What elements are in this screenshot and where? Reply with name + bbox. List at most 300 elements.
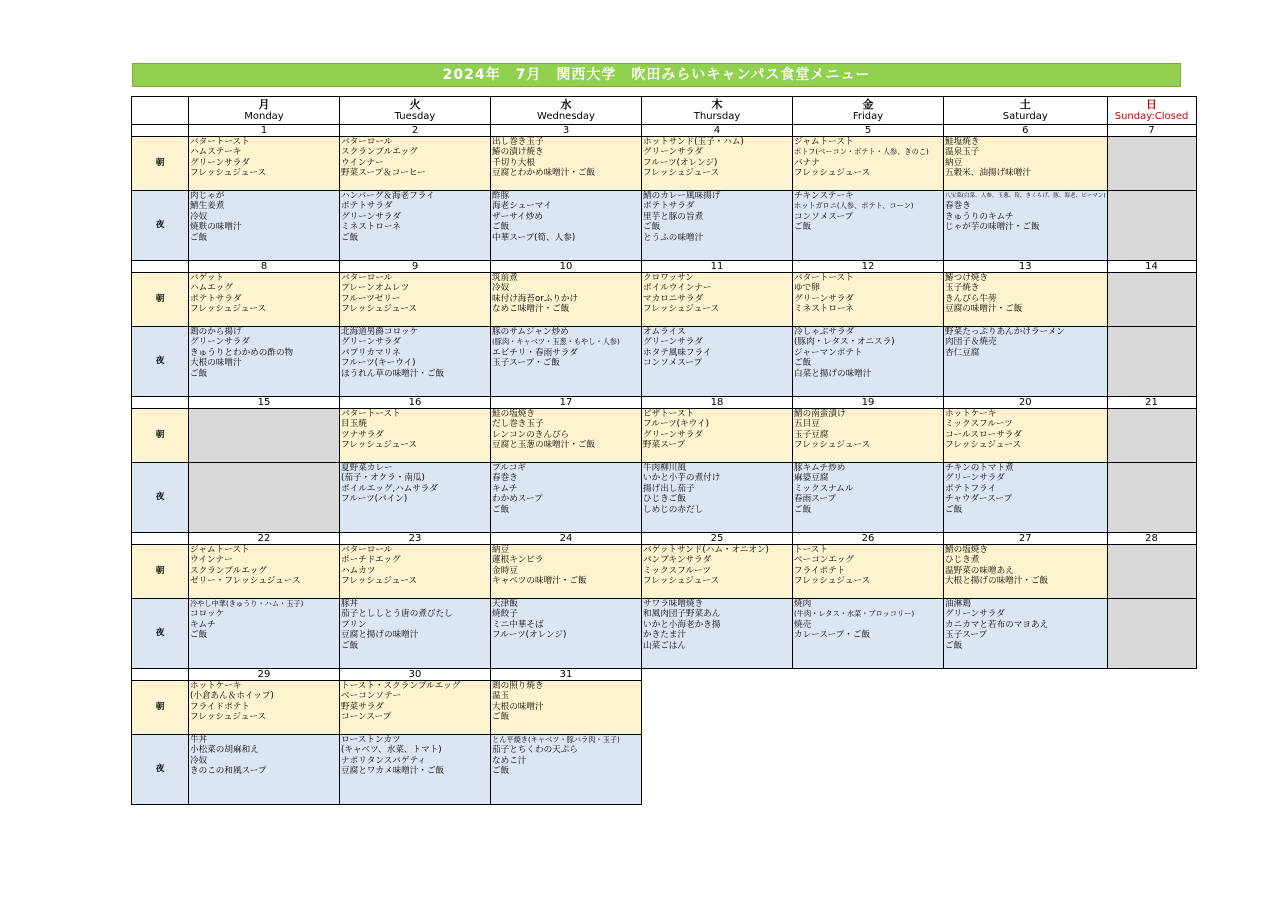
menu-item: 茄子とししとう唐の煮びたし <box>341 609 453 620</box>
date-cell: 25 <box>642 533 793 545</box>
menu-item: ご飯 <box>492 712 510 723</box>
morning-menu-cell <box>491 273 642 327</box>
weekday-en: Wednesday <box>537 110 595 122</box>
date-cell: 29 <box>189 669 340 681</box>
menu-item: ジャムトースト <box>794 137 854 147</box>
menu-item: 牛丼 <box>190 735 208 745</box>
menu-item: フレッシュジュース <box>643 304 720 315</box>
weekday-jp: 木 <box>711 97 723 111</box>
menu-item: ハムステーキ <box>190 147 242 158</box>
morning-menu-cell <box>944 545 1108 599</box>
menu-item: 出し巻き玉子 <box>492 137 544 147</box>
date-row-corner <box>132 125 189 137</box>
menu-item: 牛肉柳川風 <box>643 463 686 473</box>
menu-item: フレッシュジュース <box>341 304 418 315</box>
morning-row <box>132 545 1197 599</box>
date-cell: 22 <box>189 533 340 545</box>
menu-item: とうふの味噌汁 <box>643 232 704 243</box>
date-cell: 23 <box>340 533 491 545</box>
date-cell: 17 <box>491 397 642 409</box>
menu-item: 油淋鶏 <box>945 599 971 609</box>
menu-item: (豚肉・キャベツ・玉葱・もやし・人参) <box>492 337 620 347</box>
morning-menu-cell <box>189 273 340 327</box>
menu-item: 温玉 <box>492 691 510 702</box>
weekday-jp: 日 <box>1146 97 1158 111</box>
morning-label: 朝 <box>132 681 189 735</box>
evening-menu-cell <box>340 327 491 397</box>
menu-item: (キャベツ、水菜、トマト) <box>341 745 442 756</box>
menu-item: フライポテト <box>794 565 846 576</box>
morning-menu-cell <box>944 137 1108 191</box>
weekday-header <box>944 97 1108 125</box>
menu-calendar <box>131 96 1197 805</box>
menu-item: カニカマと若布のマヨあえ <box>945 619 1049 630</box>
weekday-header-row <box>132 97 1197 125</box>
menu-item: グリーンサラダ <box>643 147 703 158</box>
evening-menu-cell <box>340 191 491 261</box>
weekday-header <box>189 97 340 125</box>
weekday-jp: 水 <box>560 97 572 111</box>
menu-item: 鮭塩焼き <box>945 137 980 147</box>
weekday-en: Friday <box>852 110 884 122</box>
date-row <box>132 397 1197 409</box>
weekday-header <box>642 97 793 125</box>
date-row <box>132 533 1197 545</box>
morning-menu-cell <box>642 137 793 191</box>
evening-menu-cell <box>793 463 944 533</box>
menu-item: フレッシュジュース <box>190 712 267 723</box>
page-title: 2024年 7月 関西大学 吹田みらいキャンパス食堂メニュー <box>132 63 1181 87</box>
menu-item: (茄子・オクラ・南瓜) <box>341 473 425 484</box>
menu-item: ナポリタンスパゲティ <box>341 755 426 766</box>
menu-item: ポテトサラダ <box>190 293 242 304</box>
morning-menu-cell <box>189 545 340 599</box>
menu-item: いかと小海老かき揚 <box>643 619 721 630</box>
menu-item: 鶏の照り焼き <box>492 681 544 691</box>
morning-label: 朝 <box>132 409 189 463</box>
menu-item: ポテトサラダ <box>341 201 393 212</box>
menu-item: 冷奴 <box>190 211 208 222</box>
menu-item: フレッシュジュース <box>190 304 267 315</box>
menu-item: ハムカツ <box>341 565 376 576</box>
menu-item: トースト・スクランブルエッグ <box>341 681 461 691</box>
menu-item: (牛肉・レタス・水菜・ブロッコリー) <box>794 609 915 619</box>
weekday-jp: 火 <box>409 97 421 111</box>
morning-menu-cell <box>793 545 944 599</box>
menu-item: グリーンサラダ <box>945 609 1005 620</box>
date-cell: 4 <box>642 125 793 137</box>
menu-item: 冷しゃぶサラダ <box>794 327 855 337</box>
weekday-header <box>340 97 491 125</box>
evening-label: 夜 <box>132 191 189 261</box>
menu-item: バゲットサンド(ハム・オニオン) <box>643 545 769 555</box>
morning-menu-cell <box>1107 137 1196 191</box>
menu-item: サワラ味噌焼き <box>643 599 704 609</box>
menu-item: ほうれん草の味噌汁・ご飯 <box>341 368 445 379</box>
menu-item: 揚げ出し茄子 <box>643 483 695 494</box>
menu-item: 納豆 <box>945 157 963 168</box>
weekday-en: Saturday <box>1002 110 1048 122</box>
date-cell: 8 <box>189 261 340 273</box>
evening-label: 夜 <box>132 327 189 397</box>
date-cell: 11 <box>642 261 793 273</box>
evening-row <box>132 735 1197 805</box>
menu-item: ホタテ風味フライ <box>643 347 712 358</box>
menu-item: 春巻き <box>492 473 518 484</box>
menu-item: チキンステーキ <box>794 191 854 201</box>
menu-item: とん平焼き(キャベツ・豚バラ肉・玉子) <box>492 735 620 744</box>
menu-item: ご飯 <box>945 640 963 651</box>
menu-item: 小松菜の胡麻和え <box>190 745 259 756</box>
menu-item: バターロール <box>341 273 393 283</box>
evening-row <box>132 327 1197 397</box>
morning-menu-cell <box>340 681 491 735</box>
date-cell: 10 <box>491 261 642 273</box>
empty-cell <box>1107 735 1196 805</box>
menu-item: 肉じゃが <box>190 191 225 201</box>
menu-item: フルーツゼリー <box>341 293 401 304</box>
menu-item: フレッシュジュース <box>190 168 267 179</box>
morning-menu-cell <box>1107 273 1196 327</box>
evening-menu-cell <box>491 327 642 397</box>
evening-menu-cell <box>1107 327 1196 397</box>
morning-label: 朝 <box>132 273 189 327</box>
empty-cell <box>793 669 944 681</box>
menu-item: 冷やし中華(きゅうり・ハム・玉子) <box>190 599 304 608</box>
menu-item: ひじきご飯 <box>643 494 686 505</box>
menu-item: ベーコンソテー <box>341 691 402 702</box>
menu-item: フレッシュジュース <box>794 440 871 451</box>
menu-item: 和風肉団子野菜あん <box>643 609 721 620</box>
morning-menu-cell <box>944 409 1108 463</box>
evening-menu-cell <box>1107 463 1196 533</box>
menu-item: じゃが芋の味噌汁・ご飯 <box>945 222 1040 233</box>
menu-item: グリーンサラダ <box>643 429 703 440</box>
evening-menu-cell <box>189 463 340 533</box>
menu-item: フルーツ(オレンジ) <box>492 630 567 641</box>
weekday-en: Tuesday <box>394 110 436 122</box>
menu-item: 焼麩の味噌汁 <box>190 222 242 233</box>
menu-item: グリーンサラダ <box>190 337 250 348</box>
menu-item: 目玉焼 <box>341 419 367 430</box>
evening-menu-cell <box>491 191 642 261</box>
menu-item: フレッシュジュース <box>643 168 720 179</box>
evening-menu-cell <box>642 191 793 261</box>
menu-item: 鰆の漬け焼き <box>492 147 544 158</box>
menu-item: バタートースト <box>794 273 854 283</box>
menu-item: ミニ中華そば <box>492 619 544 630</box>
menu-item: 野菜たっぷりあんかけラーメン <box>945 327 1065 337</box>
menu-item: ジャーマンポテト <box>794 347 863 358</box>
evening-menu-cell <box>189 191 340 261</box>
menu-item: チキンのトマト煮 <box>945 463 1014 473</box>
date-row <box>132 125 1197 137</box>
date-cell: 5 <box>793 125 944 137</box>
evening-row <box>132 463 1197 533</box>
morning-menu-cell <box>189 137 340 191</box>
date-cell: 12 <box>793 261 944 273</box>
menu-item: エビチリ・春雨サラダ <box>492 347 578 358</box>
menu-item: 玉子焼き <box>945 283 980 294</box>
menu-item: クロワッサン <box>643 273 694 283</box>
menu-item: 白菜と揚げの味噌汁 <box>794 368 872 379</box>
menu-item: バナナ <box>794 157 820 168</box>
menu-item: ご飯 <box>492 504 510 515</box>
menu-item: きんぴら牛蒡 <box>945 293 997 304</box>
menu-item: きゅうりとわかめの酢の物 <box>190 347 294 358</box>
menu-item: レンコンのきんぴら <box>492 429 570 440</box>
menu-item: バターロール <box>341 137 393 147</box>
menu-item: ホットケーキ <box>945 409 997 419</box>
menu-item: 豆腐と玉葱の味噌汁・ご飯 <box>492 440 596 451</box>
menu-item: ホットサンド(玉子・ハム) <box>643 137 744 147</box>
menu-item: 焼肉 <box>794 599 812 609</box>
menu-item: かきたま汁 <box>643 630 686 641</box>
menu-item: ローストンカツ <box>341 735 401 745</box>
menu-item: ジャムトースト <box>190 545 250 555</box>
menu-item: 豆腐と揚げの味噌汁 <box>341 630 419 641</box>
menu-item: 麻婆豆腐 <box>794 473 829 484</box>
evening-menu-cell <box>1107 599 1196 669</box>
menu-item: 春雨スープ <box>794 494 837 505</box>
date-row-corner <box>132 533 189 545</box>
menu-item: 蓮根キンピラ <box>492 555 544 566</box>
menu-item: マカロニサラダ <box>643 293 704 304</box>
menu-item: ご飯 <box>794 504 812 515</box>
menu-item: ザーサイ炒め <box>492 211 543 222</box>
morning-row <box>132 137 1197 191</box>
evening-row <box>132 599 1197 669</box>
menu-item: フルーツ(パイン) <box>341 494 408 505</box>
menu-item: 鯖のカレー風味揚げ <box>643 191 721 201</box>
menu-item: ミネストローネ <box>341 222 401 233</box>
menu-item: (小倉あん＆ホイップ) <box>190 691 274 702</box>
menu-item: 豆腐とワカメ味噌汁・ご飯 <box>341 766 445 777</box>
morning-menu-cell <box>1107 545 1196 599</box>
morning-menu-cell <box>793 137 944 191</box>
menu-item: グリーンサラダ <box>190 157 250 168</box>
morning-row <box>132 273 1197 327</box>
menu-item: 山菜ごはん <box>643 640 686 651</box>
weekday-en: Monday <box>244 110 284 122</box>
menu-item: 大根と揚げの味噌汁・ご飯 <box>945 576 1049 587</box>
menu-item: フレッシュジュース <box>945 440 1022 451</box>
menu-item: 天津飯 <box>492 599 518 609</box>
menu-item: 豚丼 <box>341 599 359 609</box>
menu-item: わかめスープ <box>492 494 543 505</box>
evening-menu-cell <box>944 463 1108 533</box>
evening-label: 夜 <box>132 599 189 669</box>
date-row-corner <box>132 397 189 409</box>
evening-menu-cell <box>793 191 944 261</box>
empty-cell <box>793 681 944 735</box>
evening-menu-cell <box>491 735 642 805</box>
menu-item: フレッシュジュース <box>341 576 418 587</box>
date-cell: 3 <box>491 125 642 137</box>
menu-item: キャベツの味噌汁・ご飯 <box>492 576 587 587</box>
menu-item: だし巻き玉子 <box>492 419 544 430</box>
morning-menu-cell <box>340 273 491 327</box>
menu-item: 野菜スープ＆コーヒー <box>341 168 426 179</box>
evening-menu-cell <box>189 327 340 397</box>
date-cell: 6 <box>944 125 1108 137</box>
menu-item: 北海道男爵コロッケ <box>341 327 419 337</box>
menu-item: 茄子とちくわの天ぷら <box>492 745 578 756</box>
date-cell: 2 <box>340 125 491 137</box>
menu-item: フレッシュジュース <box>643 576 720 587</box>
menu-item: ご飯 <box>492 222 510 233</box>
empty-cell <box>1107 669 1196 681</box>
date-row <box>132 669 1197 681</box>
evening-label: 夜 <box>132 463 189 533</box>
morning-menu-cell <box>491 681 642 735</box>
menu-item: グリーンサラダ <box>341 337 401 348</box>
date-cell: 19 <box>793 397 944 409</box>
evening-menu-cell <box>944 191 1108 261</box>
menu-item: ご飯 <box>341 640 359 651</box>
menu-item: バタートースト <box>190 137 250 147</box>
menu-item: 金時豆 <box>492 565 518 576</box>
date-cell: 31 <box>491 669 642 681</box>
menu-item: ボイルウインナー <box>643 283 712 294</box>
morning-menu-cell <box>189 681 340 735</box>
evening-menu-cell <box>1107 191 1196 261</box>
menu-item: ミックスフルーツ <box>945 419 1013 430</box>
menu-item: 千切り大根 <box>492 157 535 168</box>
menu-item: 鯖の塩焼き <box>945 545 988 555</box>
evening-menu-cell <box>642 599 793 669</box>
evening-menu-cell <box>340 735 491 805</box>
menu-item: コンソメスープ <box>643 358 703 369</box>
morning-menu-cell <box>340 409 491 463</box>
evening-menu-cell <box>944 599 1108 669</box>
menu-item: 焼餃子 <box>492 609 518 620</box>
date-cell: 1 <box>189 125 340 137</box>
menu-item: ハムエッグ <box>190 283 233 294</box>
menu-item: トースト <box>794 545 828 555</box>
empty-cell <box>642 681 793 735</box>
menu-item: ベーコンエッグ <box>794 555 854 566</box>
date-cell: 28 <box>1107 533 1196 545</box>
evening-label: 夜 <box>132 735 189 805</box>
menu-item: 杏仁豆腐 <box>945 347 980 358</box>
menu-item: フレッシュジュース <box>794 168 871 179</box>
menu-item: プレーンオムレツ <box>341 283 410 294</box>
weekday-en: Sunday:Closed <box>1114 110 1189 122</box>
menu-item: 冷奴 <box>190 755 208 766</box>
menu-item: グリーンサラダ <box>945 473 1005 484</box>
menu-item: キムチ <box>190 619 216 630</box>
morning-menu-cell <box>642 409 793 463</box>
morning-menu-cell <box>340 545 491 599</box>
menu-item: プルコギ <box>492 463 527 473</box>
menu-item: ボイルエッグ,ハムサラダ <box>341 483 438 494</box>
date-cell: 13 <box>944 261 1108 273</box>
menu-item: ポーチドエッグ <box>341 555 401 566</box>
menu-item: 大根の味噌汁 <box>492 701 544 712</box>
menu-item: 玉子豆腐 <box>794 429 829 440</box>
menu-item: 大根の味噌汁 <box>190 358 242 369</box>
date-cell: 16 <box>340 397 491 409</box>
menu-item: 鯖の南蛮漬け <box>794 409 846 419</box>
menu-item: 八宝菜(白菜、人参、玉葱、筍、きくらげ、豚、海老、ピーマン) <box>945 193 1106 199</box>
menu-item: バゲット <box>190 273 225 283</box>
weekday-header <box>491 97 642 125</box>
evening-menu-cell <box>189 599 340 669</box>
menu-item: バターロール <box>341 545 393 555</box>
morning-row <box>132 681 1197 735</box>
menu-item: ご飯 <box>794 222 812 233</box>
morning-menu-cell <box>1107 409 1196 463</box>
menu-item: オムライス <box>643 327 686 337</box>
menu-item: ポテトフライ <box>945 483 997 494</box>
menu-item: スクランブルエッグ <box>190 565 267 576</box>
menu-item: 肉団子＆焼売 <box>945 337 997 348</box>
date-cell: 20 <box>944 397 1108 409</box>
menu-item: コロッケ <box>190 609 225 620</box>
date-cell: 24 <box>491 533 642 545</box>
morning-row <box>132 409 1197 463</box>
menu-item: コンソメスープ <box>794 211 854 222</box>
menu-item: ホットケーキ <box>190 681 242 691</box>
menu-item: 五目豆 <box>794 419 820 430</box>
menu-item: ご飯 <box>341 232 359 243</box>
menu-item: フルーツ(オレンジ) <box>643 157 718 168</box>
evening-menu-cell <box>944 327 1108 397</box>
menu-item: 鮭の塩焼き <box>492 409 535 419</box>
menu-item: フレッシュジュース <box>794 576 871 587</box>
empty-cell <box>944 735 1108 805</box>
header-corner <box>132 97 189 125</box>
menu-item: スクランブルエッグ <box>341 147 418 158</box>
menu-item: ご飯 <box>945 504 963 515</box>
morning-menu-cell <box>793 409 944 463</box>
menu-item: 冷奴 <box>492 283 510 294</box>
morning-menu-cell <box>340 137 491 191</box>
morning-menu-cell <box>189 409 340 463</box>
morning-menu-cell <box>491 137 642 191</box>
menu-item: 野菜スープ <box>643 440 686 451</box>
empty-cell <box>944 669 1108 681</box>
menu-item: ミックスフルーツ <box>643 565 711 576</box>
menu-item: フルーツ(キーウイ) <box>341 358 416 369</box>
date-cell: 14 <box>1107 261 1196 273</box>
menu-item: いかと小芋の煮付け <box>643 473 721 484</box>
evening-menu-cell <box>793 327 944 397</box>
menu-item: なめこ汁 <box>492 755 527 766</box>
menu-item: フライドポテト <box>190 701 250 712</box>
menu-item: しめじの赤だし <box>643 504 704 515</box>
weekday-jp: 土 <box>1019 97 1031 111</box>
menu-item: ご飯 <box>794 358 812 369</box>
menu-item: ピザトースト <box>643 409 695 419</box>
empty-cell <box>642 669 793 681</box>
menu-item: ゆで卵 <box>794 283 820 294</box>
menu-item: パンプキンサラダ <box>643 555 712 566</box>
evening-row <box>132 191 1197 261</box>
menu-item: プリン <box>341 619 367 630</box>
menu-item: 酢豚 <box>492 191 510 201</box>
empty-cell <box>1107 681 1196 735</box>
menu-item: 里芋と豚の旨煮 <box>643 211 704 222</box>
menu-item: ご飯 <box>190 630 208 641</box>
menu-item: グリーンサラダ <box>341 211 401 222</box>
menu-item: バタートースト <box>341 409 401 419</box>
morning-menu-cell <box>793 273 944 327</box>
menu-item: 鯖生姜煮 <box>190 201 225 212</box>
menu-item: ミックスナムル <box>794 483 854 494</box>
menu-item: ウインナー <box>341 157 384 168</box>
